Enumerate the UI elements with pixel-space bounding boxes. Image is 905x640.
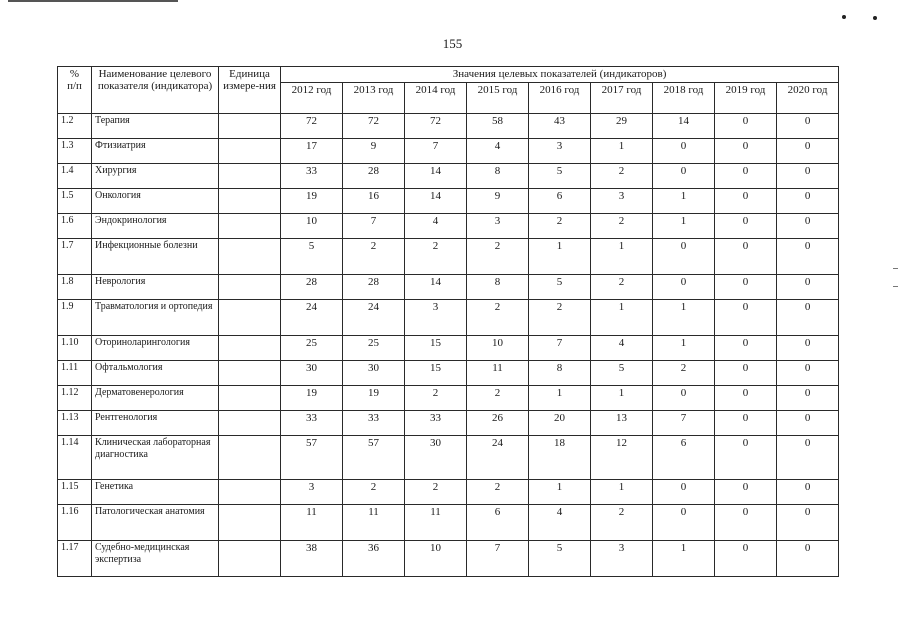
- row-value-cell: 6: [467, 505, 529, 541]
- row-value-cell: 1: [529, 480, 591, 505]
- row-value-cell: 3: [591, 541, 653, 577]
- row-value-cell: 0: [777, 239, 839, 275]
- table-row: [58, 189, 839, 214]
- row-value-cell: 7: [653, 411, 715, 436]
- row-indicator-name: Клиническая лабораторная диагностика: [92, 436, 219, 480]
- row-value-cell: 33: [281, 411, 343, 436]
- row-value-cell: 2: [467, 480, 529, 505]
- row-unit: [219, 114, 281, 139]
- row-value-cell: 2: [405, 480, 467, 505]
- row-value-cell: 30: [405, 436, 467, 480]
- row-number: 1.6: [58, 214, 92, 239]
- row-value-cell: 4: [529, 505, 591, 541]
- row-value-cell: 1: [591, 386, 653, 411]
- row-value-cell: 7: [343, 214, 405, 239]
- row-value-cell: 26: [467, 411, 529, 436]
- row-value-cell: 8: [467, 275, 529, 300]
- row-value-cell: 9: [343, 139, 405, 164]
- row-value-cell: 33: [343, 411, 405, 436]
- row-value-cell: 2: [591, 275, 653, 300]
- header-unit: Единица измере-ния: [219, 67, 281, 114]
- row-value-cell: 0: [777, 139, 839, 164]
- header-year: 2015 год: [467, 83, 529, 114]
- indicators-table: [57, 66, 839, 577]
- header-year: 2014 год: [405, 83, 467, 114]
- row-value-cell: 6: [653, 436, 715, 480]
- row-value-cell: 0: [715, 436, 777, 480]
- row-value-cell: 1: [653, 541, 715, 577]
- row-value-cell: 0: [653, 386, 715, 411]
- row-value-cell: 19: [343, 386, 405, 411]
- row-indicator-name: Патологическая анатомия: [92, 505, 219, 541]
- row-value-cell: 3: [405, 300, 467, 336]
- row-number: 1.17: [58, 541, 92, 577]
- row-value-cell: 0: [653, 164, 715, 189]
- row-value-cell: 18: [529, 436, 591, 480]
- row-value-cell: 0: [653, 480, 715, 505]
- row-indicator-name: Инфекционные болезни: [92, 239, 219, 275]
- table-row: [58, 505, 839, 541]
- row-value-cell: 3: [281, 480, 343, 505]
- row-value-cell: 0: [715, 139, 777, 164]
- row-number: 1.10: [58, 336, 92, 361]
- row-value-cell: 2: [467, 239, 529, 275]
- row-unit: [219, 436, 281, 480]
- row-value-cell: 2: [591, 505, 653, 541]
- row-value-cell: 28: [343, 164, 405, 189]
- header-year: 2013 год: [343, 83, 405, 114]
- scan-artifact-dot: [842, 15, 846, 19]
- scan-artifact-tick: [893, 286, 898, 287]
- row-value-cell: 1: [529, 386, 591, 411]
- row-unit: [219, 239, 281, 275]
- row-value-cell: 28: [343, 275, 405, 300]
- row-value-cell: 57: [343, 436, 405, 480]
- row-value-cell: 11: [281, 505, 343, 541]
- row-value-cell: 33: [281, 164, 343, 189]
- row-value-cell: 28: [281, 275, 343, 300]
- table-row: [58, 114, 839, 139]
- row-value-cell: 12: [591, 436, 653, 480]
- row-number: 1.4: [58, 164, 92, 189]
- table-row: [58, 361, 839, 386]
- row-value-cell: 24: [343, 300, 405, 336]
- row-unit: [219, 189, 281, 214]
- row-unit: [219, 361, 281, 386]
- row-value-cell: 14: [653, 114, 715, 139]
- row-value-cell: 17: [281, 139, 343, 164]
- row-indicator-name: Оториноларингология: [92, 336, 219, 361]
- row-indicator-name: Судебно-медицинская экспертиза: [92, 541, 219, 577]
- row-indicator-name: Неврология: [92, 275, 219, 300]
- page-number: 155: [442, 36, 463, 51]
- row-value-cell: 0: [777, 480, 839, 505]
- row-value-cell: 5: [281, 239, 343, 275]
- table-row: [58, 541, 839, 577]
- header-year: 2019 год: [715, 83, 777, 114]
- row-number: 1.11: [58, 361, 92, 386]
- row-indicator-name: Травматология и ортопедия: [92, 300, 219, 336]
- row-value-cell: 0: [777, 361, 839, 386]
- row-value-cell: 0: [715, 300, 777, 336]
- table-row: [58, 214, 839, 239]
- row-unit: [219, 139, 281, 164]
- row-value-cell: 1: [591, 300, 653, 336]
- row-unit: [219, 411, 281, 436]
- row-value-cell: 1: [591, 239, 653, 275]
- table-row: [58, 336, 839, 361]
- row-value-cell: 0: [715, 114, 777, 139]
- row-value-cell: 0: [777, 505, 839, 541]
- row-value-cell: 5: [529, 275, 591, 300]
- row-value-cell: 0: [777, 214, 839, 239]
- row-value-cell: 7: [529, 336, 591, 361]
- row-number: 1.8: [58, 275, 92, 300]
- row-value-cell: 19: [281, 189, 343, 214]
- row-value-cell: 5: [529, 164, 591, 189]
- row-value-cell: 0: [777, 386, 839, 411]
- row-value-cell: 2: [405, 239, 467, 275]
- row-value-cell: 1: [529, 239, 591, 275]
- row-value-cell: 72: [405, 114, 467, 139]
- header-year: 2020 год: [777, 83, 839, 114]
- row-value-cell: 8: [467, 164, 529, 189]
- row-value-cell: 36: [343, 541, 405, 577]
- row-value-cell: 29: [591, 114, 653, 139]
- row-value-cell: 30: [343, 361, 405, 386]
- table-row: [58, 139, 839, 164]
- row-value-cell: 4: [591, 336, 653, 361]
- row-indicator-name: Генетика: [92, 480, 219, 505]
- row-number: 1.16: [58, 505, 92, 541]
- header-year: 2016 год: [529, 83, 591, 114]
- row-value-cell: 0: [777, 541, 839, 577]
- row-number: 1.15: [58, 480, 92, 505]
- header-year: 2018 год: [653, 83, 715, 114]
- table-row: [58, 480, 839, 505]
- table-row: [58, 436, 839, 480]
- row-value-cell: 13: [591, 411, 653, 436]
- row-value-cell: 0: [653, 139, 715, 164]
- row-value-cell: 25: [343, 336, 405, 361]
- row-number: 1.3: [58, 139, 92, 164]
- row-value-cell: 0: [715, 214, 777, 239]
- row-number: 1.7: [58, 239, 92, 275]
- scan-artifact-tick: [893, 268, 898, 269]
- row-value-cell: 0: [777, 189, 839, 214]
- row-unit: [219, 541, 281, 577]
- row-unit: [219, 164, 281, 189]
- row-value-cell: 10: [281, 214, 343, 239]
- row-number: 1.9: [58, 300, 92, 336]
- row-value-cell: 0: [777, 336, 839, 361]
- row-value-cell: 0: [715, 386, 777, 411]
- row-value-cell: 2: [467, 386, 529, 411]
- row-value-cell: 1: [653, 189, 715, 214]
- row-value-cell: 0: [715, 411, 777, 436]
- table-header: [58, 67, 839, 114]
- row-value-cell: 72: [343, 114, 405, 139]
- row-value-cell: 2: [529, 300, 591, 336]
- row-value-cell: 0: [715, 189, 777, 214]
- row-value-cell: 0: [715, 239, 777, 275]
- row-value-cell: 0: [777, 300, 839, 336]
- table-body: [58, 114, 839, 577]
- row-value-cell: 5: [591, 361, 653, 386]
- row-value-cell: 4: [405, 214, 467, 239]
- row-number: 1.13: [58, 411, 92, 436]
- row-value-cell: 1: [591, 139, 653, 164]
- row-indicator-name: Онкология: [92, 189, 219, 214]
- table-row: [58, 300, 839, 336]
- table-row: [58, 386, 839, 411]
- row-indicator-name: Терапия: [92, 114, 219, 139]
- row-value-cell: 43: [529, 114, 591, 139]
- row-value-cell: 10: [467, 336, 529, 361]
- header-values-group: Значения целевых показателей (индикаторов): [281, 67, 839, 83]
- row-indicator-name: Хирургия: [92, 164, 219, 189]
- row-indicator-name: Эндокринология: [92, 214, 219, 239]
- row-indicator-name: Офтальмология: [92, 361, 219, 386]
- row-value-cell: 0: [715, 505, 777, 541]
- row-value-cell: 2: [591, 164, 653, 189]
- row-value-cell: 25: [281, 336, 343, 361]
- row-value-cell: 30: [281, 361, 343, 386]
- row-value-cell: 1: [653, 300, 715, 336]
- row-value-cell: 2: [467, 300, 529, 336]
- row-value-cell: 10: [405, 541, 467, 577]
- scan-artifact-line: [8, 0, 178, 2]
- row-value-cell: 33: [405, 411, 467, 436]
- row-value-cell: 58: [467, 114, 529, 139]
- row-unit: [219, 275, 281, 300]
- row-value-cell: 72: [281, 114, 343, 139]
- row-value-cell: 2: [405, 386, 467, 411]
- row-value-cell: 0: [653, 275, 715, 300]
- header-year: 2017 год: [591, 83, 653, 114]
- row-value-cell: 0: [715, 275, 777, 300]
- row-value-cell: 1: [653, 214, 715, 239]
- row-value-cell: 6: [529, 189, 591, 214]
- row-value-cell: 24: [281, 300, 343, 336]
- row-value-cell: 0: [777, 275, 839, 300]
- row-unit: [219, 300, 281, 336]
- row-value-cell: 16: [343, 189, 405, 214]
- row-value-cell: 11: [343, 505, 405, 541]
- header-year: 2012 год: [281, 83, 343, 114]
- row-value-cell: 0: [653, 239, 715, 275]
- row-value-cell: 0: [653, 505, 715, 541]
- row-value-cell: 3: [529, 139, 591, 164]
- row-unit: [219, 336, 281, 361]
- row-value-cell: 7: [467, 541, 529, 577]
- header-name: Наименование целевого показателя (индикатора): [92, 67, 219, 114]
- row-value-cell: 2: [653, 361, 715, 386]
- row-value-cell: 15: [405, 336, 467, 361]
- row-value-cell: 0: [777, 114, 839, 139]
- row-value-cell: 0: [715, 541, 777, 577]
- row-unit: [219, 505, 281, 541]
- row-value-cell: 14: [405, 189, 467, 214]
- header-number: % п/п: [58, 67, 92, 114]
- row-indicator-name: Фтизиатрия: [92, 139, 219, 164]
- row-value-cell: 0: [715, 480, 777, 505]
- row-value-cell: 15: [405, 361, 467, 386]
- scan-artifact-dot: [873, 16, 877, 20]
- row-value-cell: 20: [529, 411, 591, 436]
- row-value-cell: 9: [467, 189, 529, 214]
- row-unit: [219, 480, 281, 505]
- row-value-cell: 0: [777, 436, 839, 480]
- row-value-cell: 11: [405, 505, 467, 541]
- row-number: 1.2: [58, 114, 92, 139]
- row-value-cell: 38: [281, 541, 343, 577]
- row-unit: [219, 386, 281, 411]
- table-row: [58, 164, 839, 189]
- row-value-cell: 0: [715, 164, 777, 189]
- row-value-cell: 2: [343, 239, 405, 275]
- row-value-cell: 1: [653, 336, 715, 361]
- row-value-cell: 0: [777, 411, 839, 436]
- row-value-cell: 2: [529, 214, 591, 239]
- table-row: [58, 275, 839, 300]
- row-unit: [219, 214, 281, 239]
- row-value-cell: 11: [467, 361, 529, 386]
- row-value-cell: 0: [777, 164, 839, 189]
- row-value-cell: 1: [591, 480, 653, 505]
- row-indicator-name: Рентгенология: [92, 411, 219, 436]
- row-value-cell: 19: [281, 386, 343, 411]
- row-value-cell: 4: [467, 139, 529, 164]
- row-value-cell: 14: [405, 164, 467, 189]
- row-value-cell: 8: [529, 361, 591, 386]
- table-row: [58, 411, 839, 436]
- row-indicator-name: Дерматовенерология: [92, 386, 219, 411]
- row-number: 1.14: [58, 436, 92, 480]
- row-value-cell: 5: [529, 541, 591, 577]
- row-value-cell: 0: [715, 361, 777, 386]
- row-value-cell: 7: [405, 139, 467, 164]
- row-value-cell: 24: [467, 436, 529, 480]
- table-row: [58, 239, 839, 275]
- row-value-cell: 3: [467, 214, 529, 239]
- row-value-cell: 57: [281, 436, 343, 480]
- row-value-cell: 14: [405, 275, 467, 300]
- row-value-cell: 3: [591, 189, 653, 214]
- row-value-cell: 2: [591, 214, 653, 239]
- row-value-cell: 2: [343, 480, 405, 505]
- row-number: 1.12: [58, 386, 92, 411]
- row-number: 1.5: [58, 189, 92, 214]
- row-value-cell: 0: [715, 336, 777, 361]
